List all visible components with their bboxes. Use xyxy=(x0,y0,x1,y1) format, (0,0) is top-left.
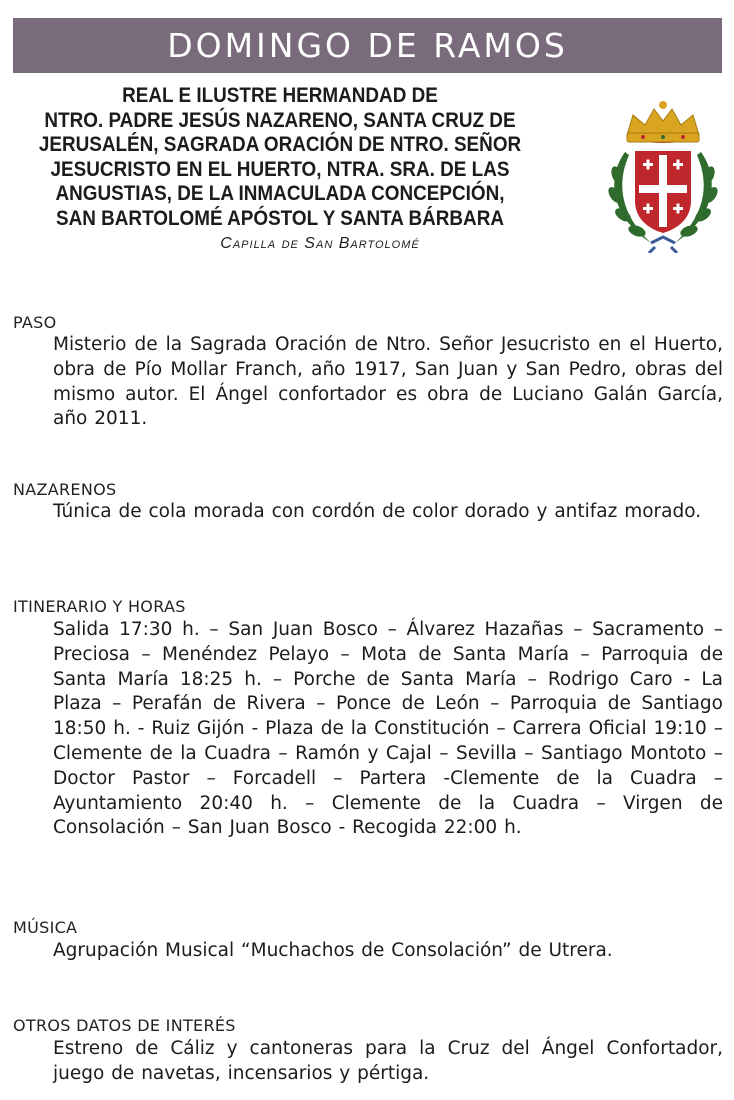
ribbon-icon xyxy=(649,237,677,253)
brotherhood-line: JERUSALÉN, SAGRADA ORACIÓN DE NTRO. SEÑOR xyxy=(38,133,522,156)
section-text-musica: Agrupación Musical “Muchachos de Consolación” de Utrera. xyxy=(53,940,613,961)
brotherhood-name xyxy=(37,84,523,231)
brotherhood-line: JESUCRISTO EN EL HUERTO, NTRA. SRA. DE LAS xyxy=(50,157,510,181)
page-title-banner xyxy=(13,18,722,73)
brotherhood-line: NTRO. PADRE JESÚS NAZARENO, SANTA CRUZ DE xyxy=(44,108,516,132)
page-title: DOMINGO DE RAMOS xyxy=(167,26,568,65)
brotherhood-line: ANGUSTIAS, DE LA INMACULADA CONCEPCIÓN, xyxy=(55,182,505,205)
crown-icon xyxy=(627,101,699,143)
section-text-itinerario: Salida 17:30 h. – San Juan Bosco – Álvarez Hazañas – Sacramento – Preciosa – Menéndez Pelayo – Mota de Santa María – Parroquia de Santa María 18:25 h. – Porche de Santa María – Rodrigo Caro - La Plaza – Perafán de Rivera – Ponce de León – Parroquia de Santiago 18:50 h. - Ruiz Gijón - Plaza de la Constitución – Carrera Oficial 19:10 – Clemente de la Cuadra – Ramón y Cajal – Sevilla – Santiago Montoto – Doctor Pastor – Forcadell – Partera -Clemente de la Cuadra – Ayuntamiento 20:40 h. – Clemente de la Cuadra – Virgen de Consolación – San Juan Bosco - Recogida 22:00 h. xyxy=(53,619,723,839)
section-label-otros: OTROS DATOS DE INTERÉS xyxy=(13,1016,236,1035)
brotherhood-line: SAN BARTOLOMÉ APÓSTOL Y SANTA BÁRBARA xyxy=(55,206,505,230)
section-text-paso: Misterio de la Sagrada Oración de Ntro. Señor Jesucristo en el Huerto, obra de Pío Mollar Franch, año 1917, San Juan y San Pedro, obras del mismo autor. El Ángel confortador es obra de Luciano Galán García, año 2011. xyxy=(53,334,723,430)
section-label-itinerario: ITINERARIO Y HORAS xyxy=(13,597,186,616)
section-label-musica: MÚSICA xyxy=(13,918,78,937)
section-text-otros: Estreno de Cáliz y cantoneras para la Cruz del Ángel Confortador, juego de navetas, incensarios y pértiga. xyxy=(53,1038,723,1084)
section-label-paso: PASO xyxy=(13,313,57,332)
section-label-nazarenos: NAZARENOS xyxy=(13,480,117,499)
section-text-nazarenos: Túnica de cola morada con cordón de color dorado y antifaz morado. xyxy=(53,501,702,522)
jerusalem-cross-icon xyxy=(635,151,691,233)
chapel-name: Capilla de San Bartolomé xyxy=(220,235,420,252)
brotherhood-line: REAL E ILUSTRE HERMANDAD DE xyxy=(122,84,438,107)
brotherhood-crest-icon xyxy=(603,97,723,253)
